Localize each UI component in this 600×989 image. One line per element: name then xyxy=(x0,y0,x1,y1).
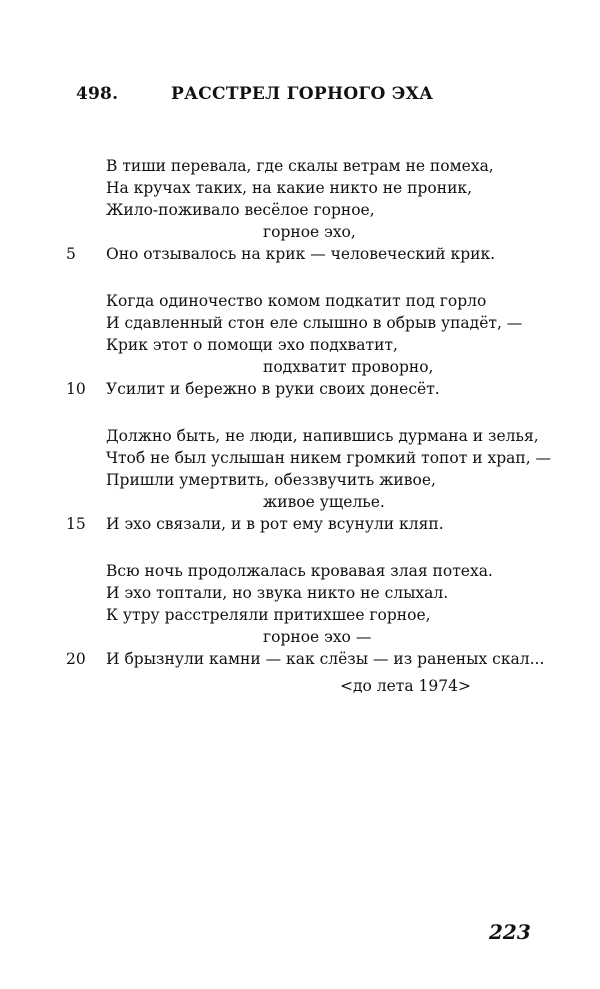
poem-title: РАССТРЕЛ ГОРНОГО ЭХА xyxy=(171,84,434,104)
poem-line xyxy=(0,334,600,356)
poem-line xyxy=(0,155,600,177)
line-text: Чтоб не был услышан никем громкий топот и храп, — xyxy=(106,449,552,467)
line-number: 10 xyxy=(66,380,86,398)
poem-line xyxy=(0,513,600,535)
line-text: горное эхо — xyxy=(263,628,372,646)
line-text: подхватит проворно, xyxy=(263,358,434,376)
line-text: Должно быть, не люди, напившись дурмана и зелья, xyxy=(106,427,539,445)
line-text: горное эхо, xyxy=(263,223,356,241)
line-number: 15 xyxy=(66,515,86,533)
poem-line xyxy=(0,648,600,670)
line-text: И эхо топтали, но звука никто не слыхал. xyxy=(106,584,449,602)
line-text: Усилит и бережно в руки своих донесёт. xyxy=(106,380,440,398)
poem-line xyxy=(0,290,600,312)
line-text: Всю ночь продолжалась кровавая злая потеха. xyxy=(106,562,493,580)
poem-line xyxy=(0,604,600,626)
line-text: В тиши перевала, где скалы ветрам не помеха, xyxy=(106,157,494,175)
line-text: Когда одиночество комом подкатит под горло xyxy=(106,292,487,310)
poem-line xyxy=(0,243,600,265)
line-text: К утру расстреляли притихшее горное, xyxy=(106,606,431,624)
poem-line xyxy=(0,378,600,400)
line-text: И сдавленный стон еле слышно в обрыв упадёт, — xyxy=(106,314,523,332)
poem-line xyxy=(0,626,600,648)
line-text: И брызнули камни — как слёзы — из раненых скал... xyxy=(106,650,545,668)
poem-header xyxy=(0,84,600,112)
poem-line xyxy=(0,177,600,199)
stanza-1 xyxy=(0,155,600,265)
line-text: Оно отзывалось на крик — человеческий крик. xyxy=(106,245,496,263)
poem-line xyxy=(0,356,600,378)
line-number: 5 xyxy=(66,245,76,263)
poem-line xyxy=(0,425,600,447)
poem-line xyxy=(0,312,600,334)
poem-number: 498. xyxy=(76,84,119,104)
poem-line xyxy=(0,469,600,491)
poem-line xyxy=(0,582,600,604)
poem-line xyxy=(0,199,600,221)
stanza-4 xyxy=(0,560,600,670)
stanza-3 xyxy=(0,425,600,535)
line-text: живое ущелье. xyxy=(263,493,385,511)
poem-line xyxy=(0,560,600,582)
line-text: Крик этот о помощи эхо подхватит, xyxy=(106,336,398,354)
poem-line xyxy=(0,221,600,243)
poem-date: <до лета 1974> xyxy=(340,677,471,695)
line-text: На кручах таких, на какие никто не проник, xyxy=(106,179,473,197)
stanza-2 xyxy=(0,290,600,400)
line-text: Жило-поживало весёлое горное, xyxy=(106,201,375,219)
poem-body xyxy=(0,155,600,695)
line-text: И эхо связали, и в рот ему всунули кляп. xyxy=(106,515,444,533)
line-text: Пришли умертвить, обеззвучить живое, xyxy=(106,471,436,489)
poem-line xyxy=(0,447,600,469)
line-number: 20 xyxy=(66,650,86,668)
page-number: 223 xyxy=(489,920,531,944)
poem-line xyxy=(0,491,600,513)
